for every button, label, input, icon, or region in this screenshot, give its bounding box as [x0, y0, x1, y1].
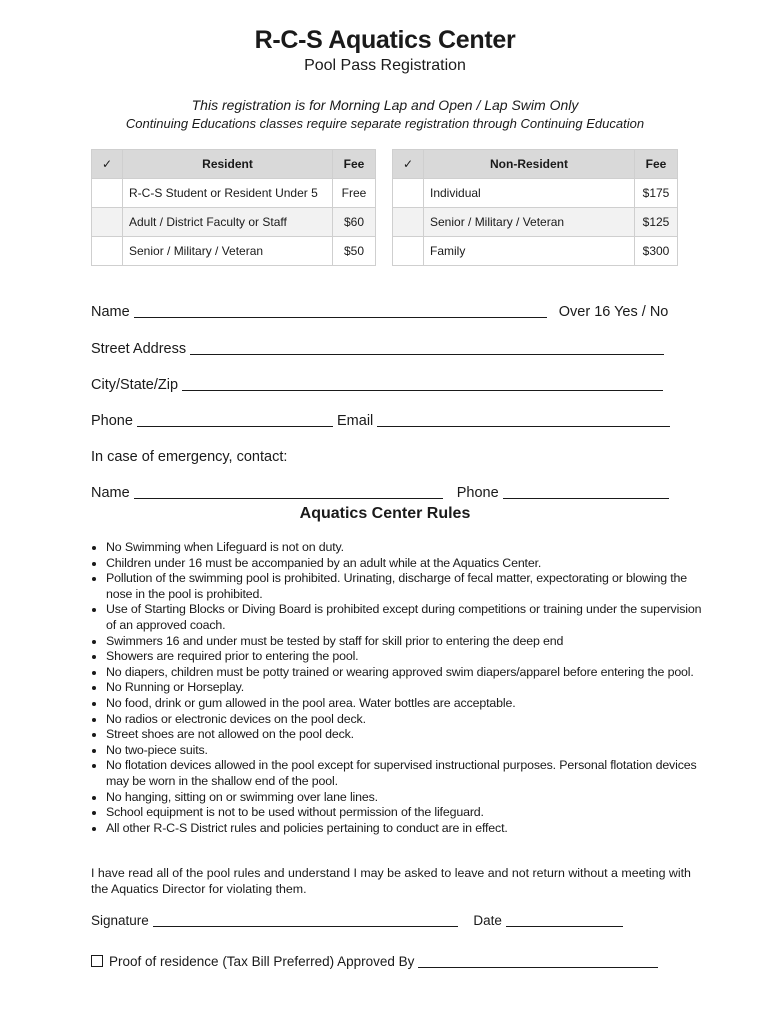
select-checkbox-cell[interactable]	[92, 179, 123, 208]
list-item: • Use of Starting Blocks or Diving Board is prohibited except during competitions or training under the supervision of an approved coach.	[106, 602, 706, 633]
list-item: • Swimmers 16 and under must be tested by staff for skill prior to entering the deep end	[106, 634, 706, 650]
acknowledgement-text: I have read all of the pool rules and understand I may be asked to leave and not return without a meeting with the Aquatics Director for violating them.	[91, 866, 691, 896]
table-header-row	[393, 150, 678, 179]
continuing-education-note: Continuing Educations classes require separate registration through Continuing Education	[125, 116, 645, 131]
list-item: • All other R-C-S District rules and policies pertaining to conduct are in effect.	[106, 821, 706, 837]
street-row	[91, 340, 664, 357]
emergency-name-label: Name	[91, 485, 130, 501]
check-column-header: ✓	[92, 150, 123, 179]
list-item: • No radios or electronic devices on the pool deck.	[106, 712, 706, 728]
name-label: Name	[91, 304, 130, 320]
nonresident-category: Individual	[424, 179, 635, 208]
list-item: • No flotation devices allowed in the pool except for supervised instructional purposes. Personal flotation devices may be worn in the shallow end of the pool.	[106, 758, 706, 789]
fee-value: $125	[635, 208, 678, 237]
emergency-phone-field[interactable]	[503, 484, 669, 499]
list-item: • School equipment is not to be used without permission of the lifeguard.	[106, 805, 706, 821]
fee-value: Free	[333, 179, 376, 208]
list-item: • No food, drink or gum allowed in the pool area. Water bottles are acceptable.	[106, 696, 706, 712]
street-label: Street Address	[91, 341, 187, 357]
emergency-name-field[interactable]	[134, 484, 443, 499]
fee-value: $175	[635, 179, 678, 208]
email-label: Email	[337, 413, 374, 429]
phone-label: Phone	[91, 413, 133, 429]
list-item: • No diapers, children must be potty trained or wearing approved swim diapers/apparel before entering the pool.	[106, 665, 706, 681]
check-column-header: ✓	[393, 150, 424, 179]
proof-label: Proof of residence (Tax Bill Preferred) Approved By	[109, 954, 415, 969]
select-checkbox-cell[interactable]	[393, 237, 424, 266]
emergency-row	[91, 484, 669, 501]
rules-list	[91, 540, 706, 836]
nonresident-category: Family	[424, 237, 635, 266]
select-checkbox-cell[interactable]	[92, 237, 123, 266]
page-subtitle: Pool Pass Registration	[304, 57, 466, 74]
approved-by-field[interactable]	[418, 953, 658, 968]
signature-row	[91, 912, 623, 928]
fee-value: $300	[635, 237, 678, 266]
rules-title: Aquatics Center Rules	[299, 505, 471, 522]
table-row	[92, 237, 376, 266]
list-item: • Showers are required prior to entering the pool.	[106, 649, 706, 665]
signature-label: Signature	[91, 913, 149, 928]
table-row	[92, 179, 376, 208]
table-header-row	[92, 150, 376, 179]
list-item: • Pollution of the swimming pool is prohibited. Urinating, discharge of fecal matter, expectorating or blowing the nose in the pool is prohibited.	[106, 571, 706, 602]
resident-category: Adult / District Faculty or Staff	[123, 208, 333, 237]
list-item: • No Swimming when Lifeguard is not on duty.	[106, 540, 706, 556]
emergency-label: In case of emergency, contact:	[91, 449, 288, 465]
nonresident-column-header: Non-Resident	[424, 150, 635, 179]
city-field[interactable]	[182, 376, 663, 391]
select-checkbox-cell[interactable]	[393, 208, 424, 237]
table-row	[393, 237, 678, 266]
table-row	[393, 179, 678, 208]
emergency-phone-label: Phone	[456, 485, 499, 501]
resident-category: Senior / Military / Veteran	[123, 237, 333, 266]
list-item: • Street shoes are not allowed on the pool deck.	[106, 727, 706, 743]
list-item: • No hanging, sitting on or swimming over lane lines.	[106, 790, 706, 806]
resident-column-header: Resident	[123, 150, 333, 179]
name-row	[91, 303, 668, 320]
fee-column-header: Fee	[333, 150, 376, 179]
name-field[interactable]	[134, 303, 547, 318]
email-field[interactable]	[377, 412, 670, 427]
list-item: • No two-piece suits.	[106, 743, 706, 759]
city-row	[91, 376, 663, 393]
table-row	[393, 208, 678, 237]
nonresident-category: Senior / Military / Veteran	[424, 208, 635, 237]
list-item: • No Running or Horseplay.	[106, 680, 706, 696]
fee-column-header: Fee	[635, 150, 678, 179]
resident-fee-table	[91, 149, 376, 266]
contact-row	[91, 412, 670, 429]
fee-value: $50	[333, 237, 376, 266]
nonresident-fee-table	[392, 149, 678, 266]
phone-field[interactable]	[137, 412, 333, 427]
date-field[interactable]	[506, 912, 623, 927]
fee-value: $60	[333, 208, 376, 237]
resident-category: R-C-S Student or Resident Under 5	[123, 179, 333, 208]
street-field[interactable]	[190, 340, 664, 355]
select-checkbox-cell[interactable]	[393, 179, 424, 208]
page-title: R-C-S Aquatics Center	[254, 26, 516, 54]
list-item: • Children under 16 must be accompanied by an adult while at the Aquatics Center.	[106, 556, 706, 572]
signature-field[interactable]	[153, 912, 458, 927]
table-row	[92, 208, 376, 237]
select-checkbox-cell[interactable]	[92, 208, 123, 237]
date-label: Date	[473, 913, 502, 928]
city-label: City/State/Zip	[91, 377, 179, 393]
registration-note: This registration is for Morning Lap and Open / Lap Swim Only	[191, 97, 579, 113]
proof-checkbox[interactable]	[91, 955, 103, 967]
proof-row	[91, 953, 658, 969]
over16-label: Over 16 Yes / No	[558, 304, 669, 320]
